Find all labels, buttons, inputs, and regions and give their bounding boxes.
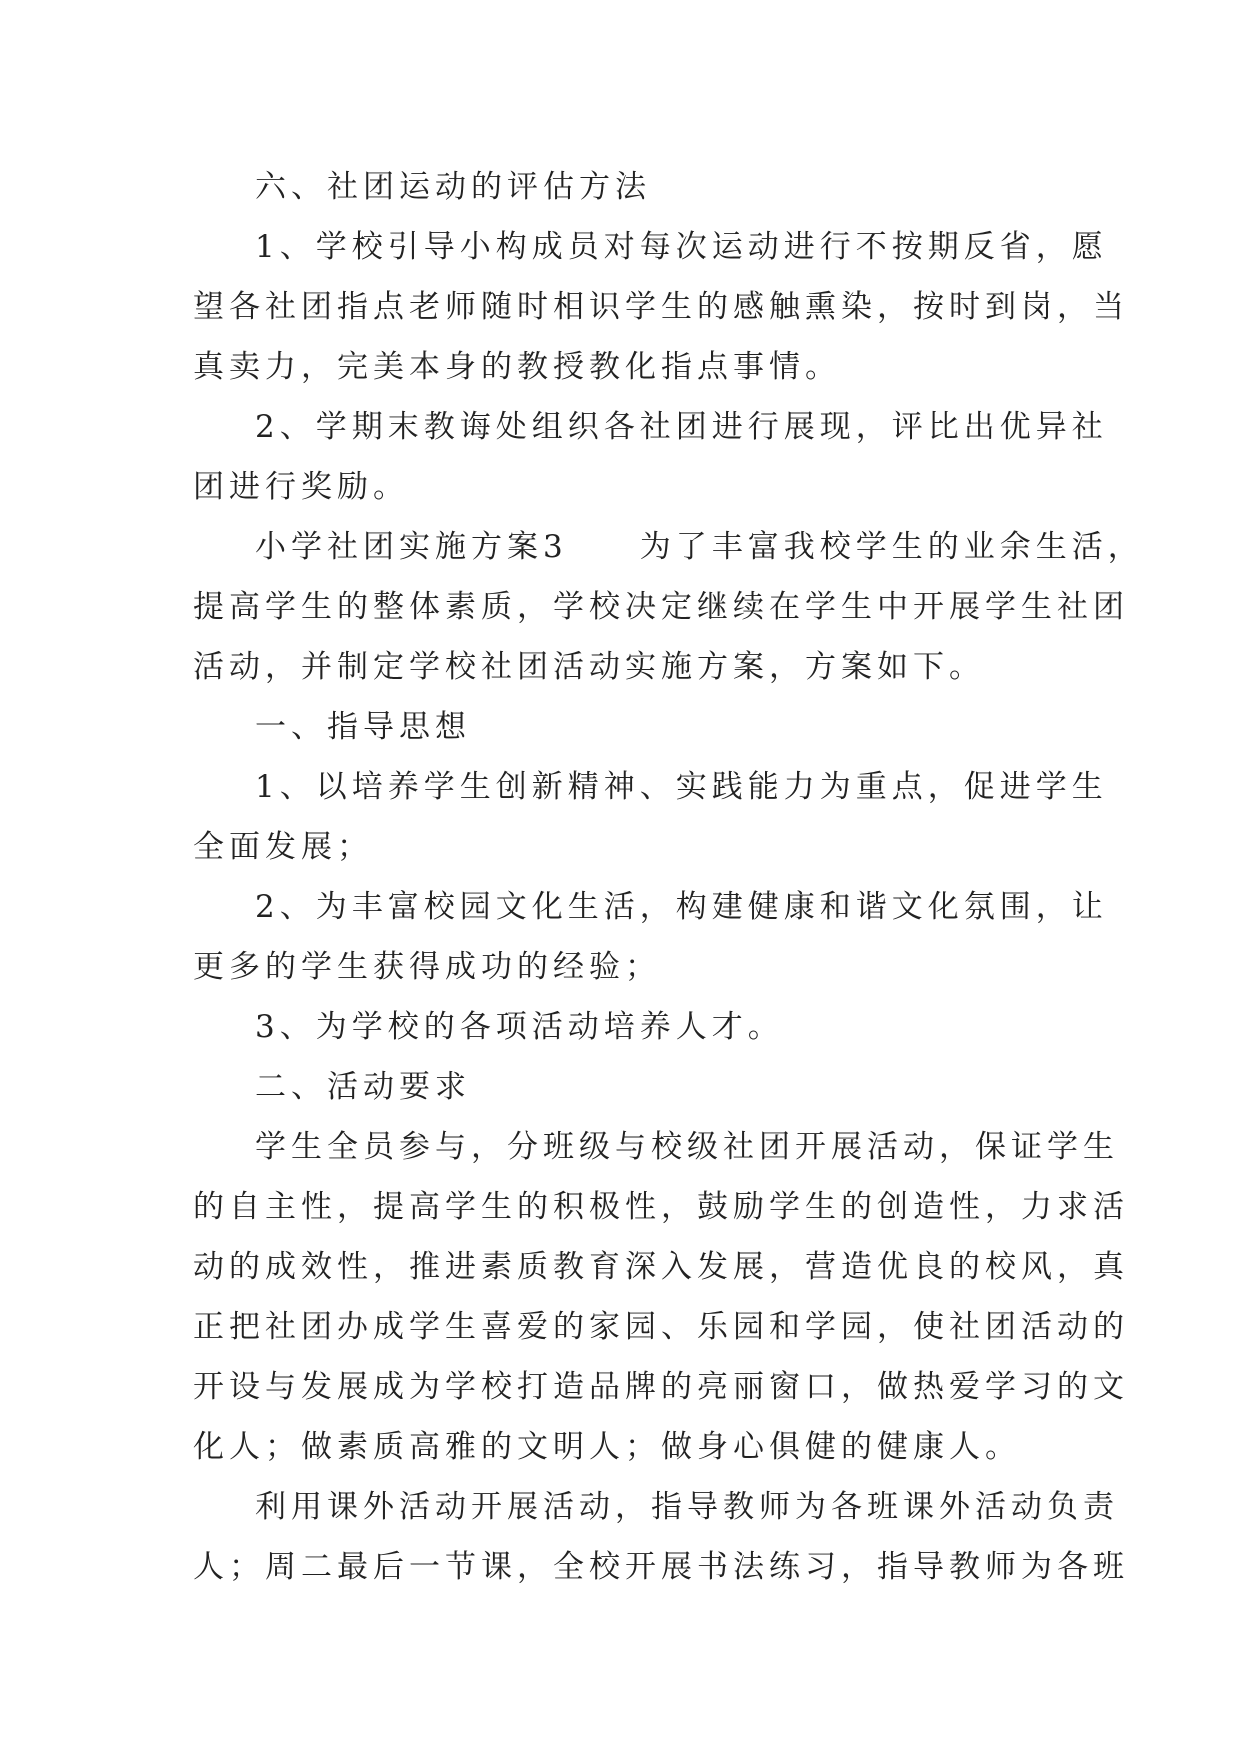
section-heading-requirements (193, 1057, 1053, 1117)
text-line: 学生全员参与，分班级与校级社团开展活动，保证学生 (255, 1129, 1119, 1165)
text-line: 1、学校引导小构成员对每次运动进行不按期反省，愿 (255, 229, 1108, 265)
section-heading-evaluation (193, 157, 1053, 217)
text-line: 望各社团指点老师随时相识学生的感触熏染，按时到岗，当 (193, 289, 1129, 325)
text-line: 真卖力，完美本身的教授教化指点事情。 (193, 349, 841, 385)
text-line: 开设与发展成为学校打造品牌的亮丽窗口，做热爱学习的文 (193, 1369, 1129, 1405)
text-line: 更多的学生获得成功的经验； (193, 949, 661, 985)
text-line: 团进行奖励。 (193, 469, 409, 505)
text-line: 动的成效性，推进素质教育深入发展，营造优良的校风，真 (193, 1249, 1129, 1285)
paragraph-guiding-1 (193, 757, 1108, 877)
paragraph-guiding-3 (193, 997, 1053, 1057)
text-line: 2、学期末教诲处组织各社团进行展现，评比出优异社 (255, 409, 1108, 445)
paragraph-activities (193, 1477, 1129, 1597)
text-line: 化人；做素质高雅的文明人；做身心俱健的健康人。 (193, 1429, 1021, 1465)
paragraph-requirements (193, 1117, 1129, 1477)
text-line: 六、社团运动的评估方法 (255, 169, 651, 205)
text-line: 3、为学校的各项活动培养人才。 (255, 1009, 784, 1045)
text-line: 全面发展； (193, 829, 373, 865)
text-line: 二、活动要求 (255, 1069, 471, 1105)
text-line: 的自主性，提高学生的积极性，鼓励学生的创造性，力求活 (193, 1189, 1129, 1225)
text-line: 活动，并制定学校社团活动实施方案，方案如下。 (193, 649, 985, 685)
text-line: 1、以培养学生创新精神、实践能力为重点，促进学生 (255, 769, 1108, 805)
text-line: 提高学生的整体素质，学校决定继续在学生中开展学生社团 (193, 589, 1129, 625)
text-line: 人；周二最后一节课，全校开展书法练习，指导教师为各班 (193, 1549, 1129, 1585)
section-heading-guiding-ideology (193, 697, 1053, 757)
paragraph-item-1 (193, 217, 1129, 397)
text-line: 2、为丰富校园文化生活，构建健康和谐文化氛围，让 (255, 889, 1108, 925)
paragraph-guiding-2 (193, 877, 1108, 997)
text-line: 利用课外活动开展活动，指导教师为各班课外活动负责 (255, 1489, 1119, 1525)
document-body (193, 157, 1144, 1597)
text-line: 正把社团办成学生喜爱的家园、乐园和学园，使社团活动的 (193, 1309, 1129, 1345)
text-line: 小学社团实施方案3 为了丰富我校学生的业余生活， (255, 529, 1144, 565)
text-line: 一、指导思想 (255, 709, 471, 745)
paragraph-plan-intro (193, 517, 1144, 697)
paragraph-item-2 (193, 397, 1108, 517)
